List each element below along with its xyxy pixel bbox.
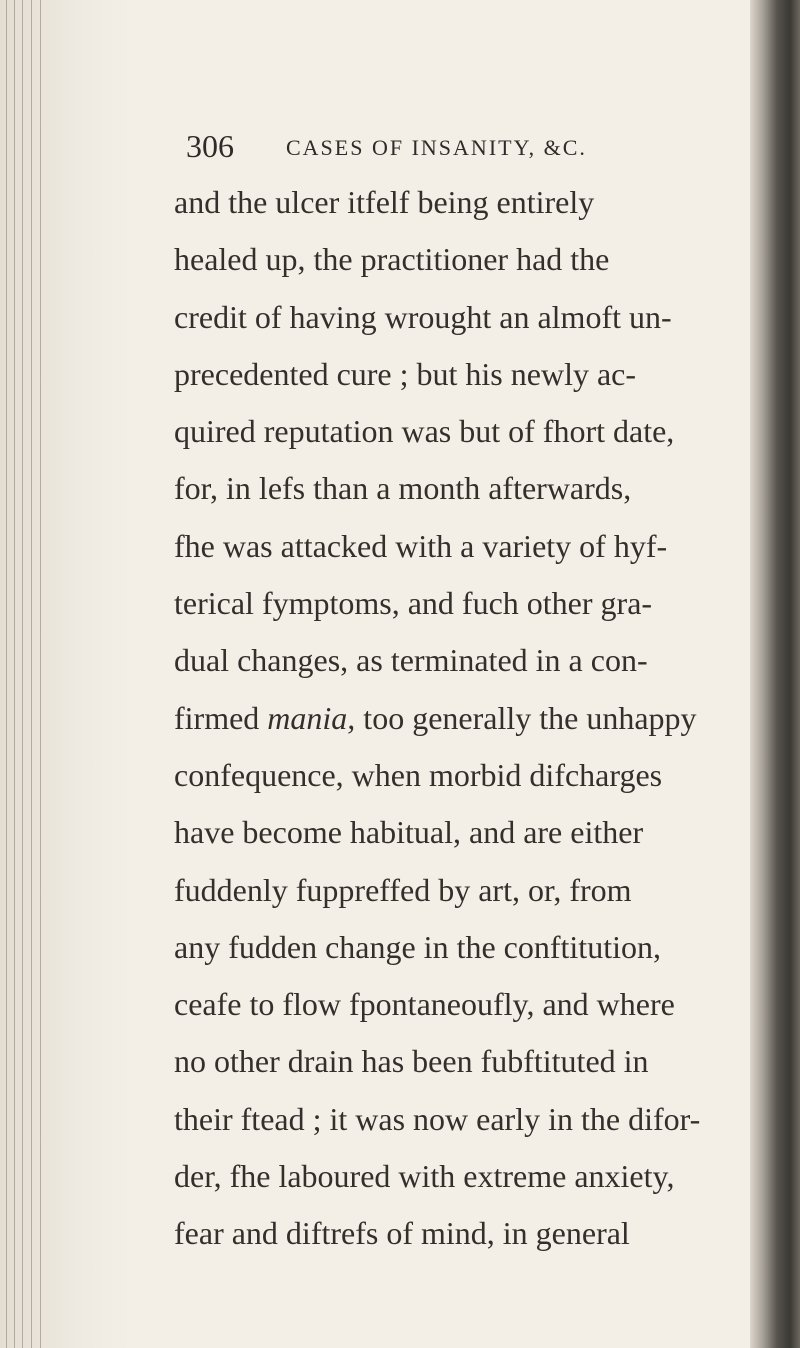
italic-term: mania, xyxy=(267,699,356,736)
text-line: der, fhe laboured with extreme anxiety, xyxy=(174,1158,675,1195)
body-text xyxy=(174,174,754,1263)
text-line: dual changes, as terminated in a con- xyxy=(174,642,648,679)
text-line: precedented cure ; but his newly ac- xyxy=(174,355,637,392)
text-line: terical fymptoms, and fuch other gra- xyxy=(174,585,653,622)
text-segment: too generally the unhappy xyxy=(355,699,697,736)
text-segment: firmed xyxy=(174,699,268,736)
text-line: and the ulcer itfelf being entirely xyxy=(174,184,595,220)
text-line: credit of having wrought an almoft un- xyxy=(174,298,672,335)
text-line: for, in lefs than a month afterwards, xyxy=(174,470,632,507)
text-line: quired reputation was but of fhort date, xyxy=(174,413,675,450)
page-number: 306 xyxy=(186,128,234,164)
text-line: fhe was attacked with a variety of hyf- xyxy=(174,527,668,564)
text-line: any fudden change in the conftitution, xyxy=(174,928,661,965)
running-title: CASES OF INSANITY, &C. xyxy=(286,135,587,160)
text-line: fear and diftrefs of mind, in general xyxy=(174,1215,630,1252)
text-line: confequence, when morbid difcharges xyxy=(174,756,663,793)
text-line-with-italic xyxy=(174,690,754,747)
text-line: have become habitual, and are either xyxy=(174,814,644,851)
page-header xyxy=(186,126,746,166)
text-line: no other drain has been fubftituted in xyxy=(174,1043,649,1080)
text-line: healed up, the practitioner had the xyxy=(174,241,610,278)
text-line: ceafe to flow fpontaneoufly, and where xyxy=(174,986,675,1023)
text-line: their ftead ; it was now early in the difor- xyxy=(174,1100,701,1137)
text-line: fuddenly fuppreffed by art, or, from xyxy=(174,871,632,908)
